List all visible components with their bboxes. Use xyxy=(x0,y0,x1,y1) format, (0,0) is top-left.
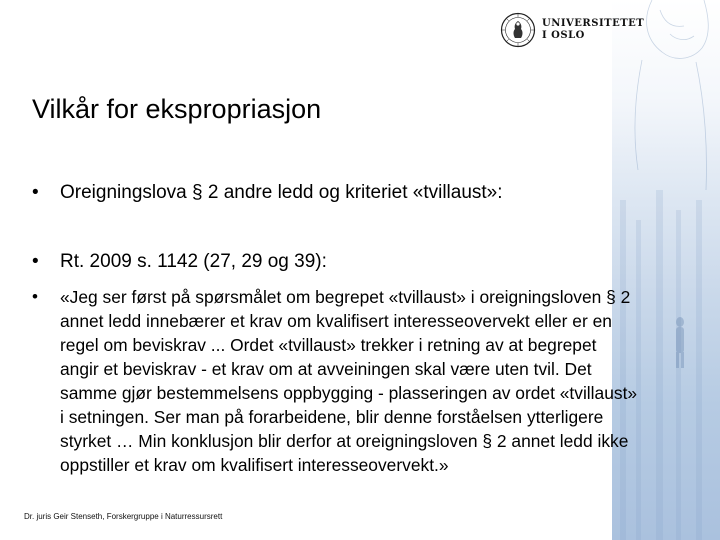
bullet-text: Rt. 2009 s. 1142 (27, 29 og 39): xyxy=(60,251,327,272)
slide-title: Vilkår for ekspropriasjon xyxy=(32,94,322,124)
logo-line-2: I OSLO xyxy=(542,30,585,41)
bullet-text: Oreigningslova § 2 andre ledd og kriteriet «tvillaust»: xyxy=(60,182,503,203)
slide-footer: Dr. juris Geir Stenseth, Forskergruppe i Naturressursrett xyxy=(24,512,223,521)
bullet-marker: • xyxy=(32,287,38,306)
bullet-item xyxy=(30,285,638,477)
bullet-item xyxy=(30,249,638,275)
university-logo xyxy=(500,12,645,52)
bullet-list xyxy=(30,180,638,477)
logo-line-1: UNIVERSITETET xyxy=(542,18,645,29)
university-seal-icon xyxy=(500,12,536,48)
bullet-item xyxy=(30,180,638,206)
bullet-marker: • xyxy=(32,251,39,272)
bullet-marker: • xyxy=(32,182,39,203)
bullet-text: «Jeg ser først på spørsmålet om begrepet «tvillaust» i oreigningsloven § 2 annet ledd innebærer et krav om kvalifisert interesseovervekt eller er en regel om beviskrav ... Ordet «tvillaust» trekker i retning av at begrepet angir et beviskrav - et krav om at avveiningen skal være uten tvil. Det samme gjør bestemmelsens oppbygging - plasseringen av ordet «tvillaust» i setningen. Ser man på forarbeidene, blir denne forståelsen ytterligere styrket … Min konklusjon blir derfor at oreigningsloven § 2 annet ledd ikke oppstiller et krav om kvalifisert interesseovervekt.» xyxy=(60,287,638,475)
